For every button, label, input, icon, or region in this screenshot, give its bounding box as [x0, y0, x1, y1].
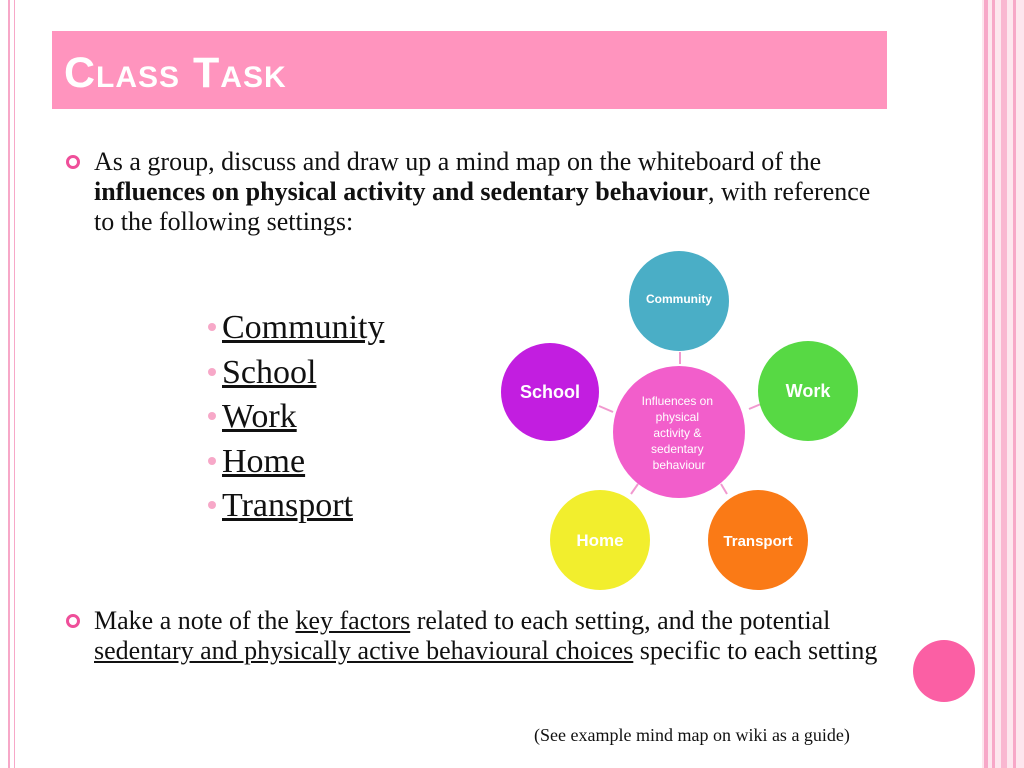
center-line: Influences on	[641, 394, 714, 408]
settings-item	[208, 351, 384, 396]
right-border-stripe	[1013, 0, 1016, 768]
center-line: behaviour	[652, 458, 706, 472]
work-node-label: Work	[785, 381, 831, 401]
note-text: Make a note of the	[94, 606, 296, 635]
bullet-dot-icon	[208, 412, 216, 420]
settings-item	[208, 484, 384, 529]
connector-line	[721, 484, 727, 494]
bullet-dot-icon	[208, 323, 216, 331]
right-border-stripe	[992, 0, 995, 768]
connector-line	[749, 404, 761, 409]
bullet-icon	[66, 155, 80, 169]
connector-line	[631, 484, 638, 494]
behavioural-choices-text: sedentary and physically active behavioural choices	[94, 636, 634, 665]
community-node-label: Community	[646, 292, 712, 306]
note-text-mid: related to each setting, and the potential	[410, 606, 831, 635]
key-factors-text: key factors	[295, 606, 411, 635]
instruction-text: As a group, discuss and draw up a mind map on the whiteboard of the	[94, 147, 822, 176]
school-node-label: School	[519, 382, 581, 402]
decorative-pink-circle	[913, 640, 975, 702]
instruction-paragraph	[94, 147, 884, 237]
right-border-stripe	[984, 0, 988, 768]
bullet-icon	[66, 614, 80, 628]
center-line: physical	[655, 410, 700, 424]
mind-map-diagram	[495, 246, 865, 594]
slide-title: Class Task	[64, 49, 287, 97]
guide-note: (See example mind map on wiki as a guide)	[534, 725, 850, 745]
note-text-end: specific to each setting	[633, 636, 878, 665]
left-border-line-thin	[14, 0, 15, 768]
bullet-dot-icon	[208, 368, 216, 376]
settings-list	[208, 306, 384, 529]
left-border-line	[8, 0, 10, 768]
note-paragraph	[94, 606, 894, 666]
instruction-bold-text: influences on physical activity and sedentary behaviour	[94, 177, 708, 206]
settings-item-label: Home	[222, 442, 306, 480]
settings-item	[208, 306, 384, 351]
settings-item	[208, 395, 384, 440]
transport-node-label: Transport	[723, 533, 793, 550]
connector-line	[599, 406, 613, 412]
right-border-stripe	[1001, 0, 1007, 768]
settings-item-label: Work	[222, 398, 297, 435]
bullet-dot-icon	[208, 501, 216, 509]
bullet-dot-icon	[208, 457, 216, 465]
instruction-text-end: , with reference to the following settings:	[94, 177, 871, 236]
center-line: activity &	[653, 426, 702, 440]
settings-item	[208, 440, 384, 485]
center-line: sedentary	[650, 442, 704, 456]
settings-item-label: Community	[222, 309, 385, 346]
settings-item-label: Transport	[222, 487, 353, 524]
settings-item-label: School	[222, 353, 317, 391]
home-node-label: Home	[576, 531, 624, 550]
